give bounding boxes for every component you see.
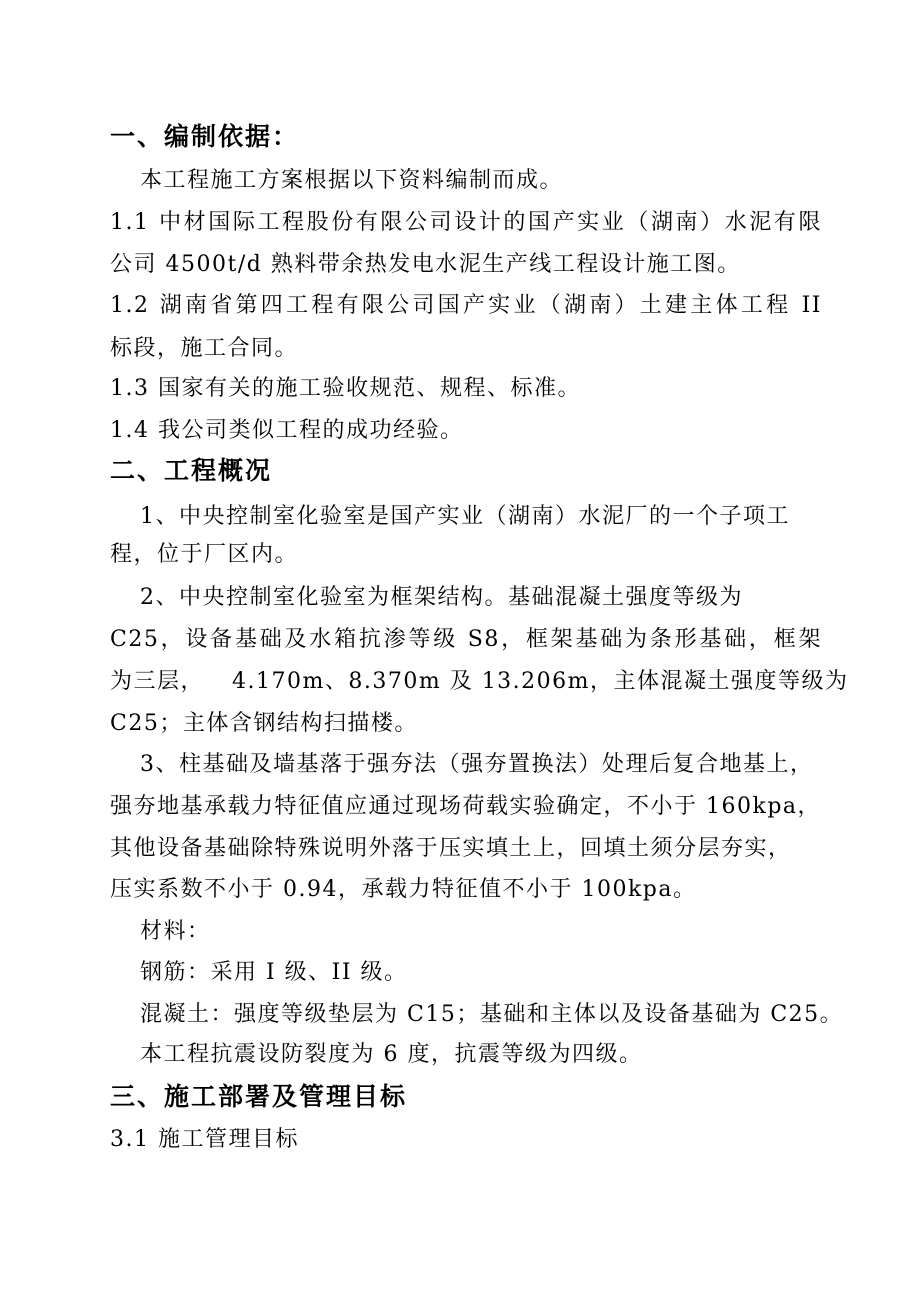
section-3-subheading: 3.1 施工管理目标 [110,1127,299,1152]
overview-para-3-line-2: 强夯地基承载力特征值应通过现场荷载实验确定，不小于 160kpa， [110,794,822,819]
overview-para-2-line-3 [110,668,849,696]
basis-item-3: 1.3 国家有关的施工验收规范、规程、标准。 [110,376,581,401]
overview-para-2-line-3a: 为三层， [110,669,205,694]
steel-spec: 钢筋：采用 I 级、II 级。 [140,960,408,985]
overview-para-3-line-3: 其他设备基础除特殊说明外落于压实填土上，回填土须分层夯实， [110,836,792,861]
overview-para-1-line-1: 1、中央控制室化验室是国产实业（湖南）水泥厂的一个子项工 [140,504,790,529]
section-3-heading: 三、施工部署及管理目标 [110,1082,408,1111]
basis-item-2-line-1: 1.2 湖南省第四工程有限公司国产实业（湖南）土建主体工程 II [110,293,822,318]
concrete-spec: 混凝土：强度等级垫层为 C15；基础和主体以及设备基础为 C25。 [140,1002,844,1027]
basis-item-1-line-1: 1.1 中材国际工程股份有限公司设计的国产实业（湖南）水泥有限 [110,210,822,235]
materials-label: 材料： [140,919,211,944]
section-2-heading: 二、工程概况 [110,456,273,485]
basis-item-1-line-2: 公司 4500t/d 熟料带余热发电水泥生产线工程设计施工图。 [110,252,741,277]
overview-para-3-line-4: 压实系数不小于 0.94，承载力特征值不小于 100kpa。 [110,877,697,902]
seismic-spec: 本工程抗震设防裂度为 6 度，抗震等级为四级。 [140,1042,643,1067]
overview-para-2-line-2: C25，设备基础及水箱抗渗等级 S8，框架基础为条形基础，框架 [110,627,822,652]
basis-item-2-line-2: 标段，施工合同。 [110,336,299,361]
section-1-heading: 一、编制依据： [110,122,300,151]
overview-para-1-line-2: 程，位于厂区内。 [110,542,299,567]
overview-para-2-line-3b: 4.170m、8.370m 及 13.206m，主体混凝土强度等级为 [232,669,849,694]
section-1-intro: 本工程施工方案根据以下资料编制而成。 [140,168,564,193]
overview-para-2-line-1: 2、中央控制室化验室为框架结构。基础混凝土强度等级为 [140,585,743,610]
overview-para-3-line-1: 3、柱基础及墙基落于强夯法（强夯置换法）处理后复合地基上， [140,752,814,777]
basis-item-4: 1.4 我公司类似工程的成功经验。 [110,418,464,443]
overview-para-2-line-4: C25；主体含钢结构扫描楼。 [110,711,418,736]
